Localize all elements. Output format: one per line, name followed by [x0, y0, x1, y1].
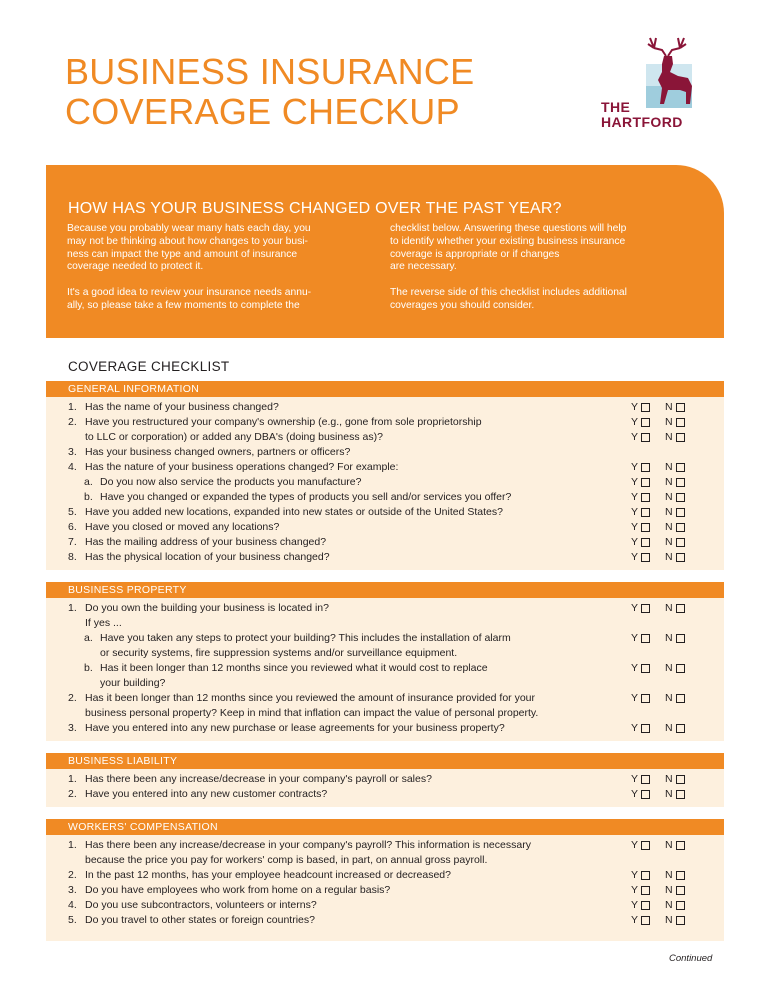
- checklist-item: [46, 691, 724, 706]
- checklist-item: [46, 631, 724, 646]
- no-label: N: [665, 476, 673, 488]
- yes-checkbox[interactable]: [641, 493, 650, 502]
- no-checkbox[interactable]: [676, 790, 685, 799]
- item-number: 4.: [68, 461, 77, 473]
- yes-no-options: [631, 691, 701, 706]
- checklist-item: [46, 430, 724, 445]
- yes-label: Y: [631, 602, 639, 614]
- yes-checkbox[interactable]: [641, 916, 650, 925]
- yes-label: Y: [631, 431, 639, 443]
- no-label: N: [665, 461, 673, 473]
- yes-label: Y: [631, 461, 639, 473]
- yes-no-options: [631, 400, 701, 415]
- no-checkbox[interactable]: [676, 694, 685, 703]
- yes-no-options: [631, 868, 701, 883]
- item-number: 1.: [68, 839, 77, 851]
- checklist-item: [46, 676, 724, 691]
- item-number: 2.: [68, 692, 77, 704]
- yes-label: Y: [631, 914, 639, 926]
- item-text: Has the name of your business changed?: [85, 401, 279, 413]
- section-header: BUSINESS PROPERTY: [46, 582, 724, 598]
- no-checkbox[interactable]: [676, 478, 685, 487]
- item-number: b.: [84, 662, 93, 674]
- banner-left-column: [67, 223, 379, 325]
- item-text: business personal property? Keep in mind that inflation can impact the value of personal property.: [85, 707, 539, 719]
- yes-checkbox[interactable]: [641, 538, 650, 547]
- yes-no-options: [631, 838, 701, 853]
- yes-no-options: [631, 415, 701, 430]
- no-label: N: [665, 401, 673, 413]
- coverage-checklist: [46, 381, 724, 941]
- checklist-item: [46, 706, 724, 721]
- no-label: N: [665, 884, 673, 896]
- item-number: 4.: [68, 899, 77, 911]
- item-text: Have you restructured your company's ownership (e.g., gone from sole proprietorship: [85, 416, 482, 428]
- item-number: 1.: [68, 602, 77, 614]
- no-label: N: [665, 869, 673, 881]
- checklist-item: [46, 520, 724, 535]
- item-text: because the price you pay for workers' comp is based, in part, on annual gross payroll.: [85, 854, 488, 866]
- yes-checkbox[interactable]: [641, 463, 650, 472]
- section-gap: [46, 807, 724, 819]
- yes-label: Y: [631, 899, 639, 911]
- yes-checkbox[interactable]: [641, 553, 650, 562]
- item-text: Has the mailing address of your business changed?: [85, 536, 327, 548]
- no-checkbox[interactable]: [676, 901, 685, 910]
- banner-left-paragraph-1: Because you probably wear many hats each day, you may not be thinking about how changes to your busi- ness can impact the type and amount of insurance coverage needed to protect it.: [67, 223, 311, 273]
- checklist-item: [46, 646, 724, 661]
- brand-name: [601, 100, 683, 130]
- checklist-section: [46, 582, 724, 741]
- yes-no-options: [631, 460, 701, 475]
- yes-label: Y: [631, 692, 639, 704]
- item-text: your building?: [100, 677, 166, 689]
- item-text: Do you own the building your business is located in?: [85, 602, 329, 614]
- yes-no-options: [631, 601, 701, 616]
- yes-checkbox[interactable]: [641, 724, 650, 733]
- yes-label: Y: [631, 869, 639, 881]
- no-label: N: [665, 491, 673, 503]
- yes-checkbox[interactable]: [641, 508, 650, 517]
- item-text: In the past 12 months, has your employee headcount increased or decreased?: [85, 869, 451, 881]
- checklist-item: [46, 550, 724, 565]
- item-number: a.: [84, 632, 93, 644]
- yes-no-options: [631, 631, 701, 646]
- yes-checkbox[interactable]: [641, 634, 650, 643]
- item-number: 6.: [68, 521, 77, 533]
- checklist-item: [46, 460, 724, 475]
- checklist-item: [46, 838, 724, 853]
- yes-checkbox[interactable]: [641, 886, 650, 895]
- item-text: Do you use subcontractors, volunteers or interns?: [85, 899, 317, 911]
- intro-banner: [46, 165, 724, 338]
- checklist-item: [46, 868, 724, 883]
- no-label: N: [665, 602, 673, 614]
- banner-right-paragraph-2: The reverse side of this checklist includes additional coverages you should consider.: [390, 286, 627, 311]
- no-checkbox[interactable]: [676, 871, 685, 880]
- brand-line-2: HARTFORD: [601, 114, 683, 130]
- item-text: or security systems, fire suppression systems and/or surveillance equipment.: [100, 647, 458, 659]
- yes-label: Y: [631, 491, 639, 503]
- checklist-item: [46, 772, 724, 787]
- no-checkbox[interactable]: [676, 775, 685, 784]
- yes-no-options: [631, 535, 701, 550]
- checklist-item: [46, 400, 724, 415]
- no-checkbox[interactable]: [676, 634, 685, 643]
- checklist-section: [46, 819, 724, 933]
- no-checkbox[interactable]: [676, 916, 685, 925]
- item-number: b.: [84, 491, 93, 503]
- no-label: N: [665, 632, 673, 644]
- no-label: N: [665, 773, 673, 785]
- yes-checkbox[interactable]: [641, 901, 650, 910]
- yes-label: Y: [631, 506, 639, 518]
- item-text: Do you travel to other states or foreign countries?: [85, 914, 315, 926]
- yes-no-options: [631, 430, 701, 445]
- checklist-item: [46, 505, 724, 520]
- no-label: N: [665, 551, 673, 563]
- yes-checkbox[interactable]: [641, 694, 650, 703]
- section-header: BUSINESS LIABILITY: [46, 753, 724, 769]
- checklist-item: [46, 490, 724, 505]
- banner-heading: HOW HAS YOUR BUSINESS CHANGED OVER THE PAST YEAR?: [68, 200, 562, 217]
- yes-checkbox[interactable]: [641, 664, 650, 673]
- checklist-title: COVERAGE CHECKLIST: [68, 359, 230, 374]
- no-checkbox[interactable]: [676, 604, 685, 613]
- title-line-2: COVERAGE CHECKUP: [65, 91, 460, 132]
- yes-label: Y: [631, 722, 639, 734]
- no-checkbox[interactable]: [676, 886, 685, 895]
- checklist-item: [46, 445, 724, 460]
- section-body: [46, 835, 724, 933]
- item-number: 1.: [68, 401, 77, 413]
- checklist-item: [46, 913, 724, 928]
- checklist-item: [46, 475, 724, 490]
- yes-checkbox[interactable]: [641, 871, 650, 880]
- no-checkbox[interactable]: [676, 493, 685, 502]
- item-number: 5.: [68, 914, 77, 926]
- item-number: 5.: [68, 506, 77, 518]
- checklist-item: [46, 883, 724, 898]
- section-body: [46, 397, 724, 570]
- checklist-item: [46, 661, 724, 676]
- no-checkbox[interactable]: [676, 463, 685, 472]
- checklist-item: [46, 721, 724, 736]
- checklist-item: [46, 601, 724, 616]
- yes-label: Y: [631, 416, 639, 428]
- item-text: Have you closed or moved any locations?: [85, 521, 280, 533]
- section-body: [46, 598, 724, 741]
- yes-checkbox[interactable]: [641, 790, 650, 799]
- banner-right-paragraph-1: checklist below. Answering these questions will help to identify whether your existing business insurance coverage is appropriate or if changes are necessary.: [390, 223, 627, 273]
- section-body: [46, 769, 724, 807]
- yes-label: Y: [631, 773, 639, 785]
- no-checkbox[interactable]: [676, 523, 685, 532]
- no-label: N: [665, 914, 673, 926]
- item-number: 2.: [68, 788, 77, 800]
- no-label: N: [665, 788, 673, 800]
- no-checkbox[interactable]: [676, 724, 685, 733]
- no-label: N: [665, 506, 673, 518]
- yes-checkbox[interactable]: [641, 775, 650, 784]
- section-header: GENERAL INFORMATION: [46, 381, 724, 397]
- no-label: N: [665, 521, 673, 533]
- item-number: 1.: [68, 773, 77, 785]
- yes-no-options: [631, 661, 701, 676]
- item-number: 7.: [68, 536, 77, 548]
- yes-checkbox[interactable]: [641, 604, 650, 613]
- item-number: 3.: [68, 446, 77, 458]
- banner-right-column: [390, 223, 702, 325]
- no-checkbox[interactable]: [676, 553, 685, 562]
- item-text: Has it been longer than 12 months since you reviewed what it would cost to replace: [100, 662, 488, 674]
- no-label: N: [665, 839, 673, 851]
- yes-no-options: [631, 787, 701, 802]
- yes-label: Y: [631, 662, 639, 674]
- checklist-item: [46, 787, 724, 802]
- yes-no-options: [631, 550, 701, 565]
- yes-no-options: [631, 772, 701, 787]
- item-number: 3.: [68, 884, 77, 896]
- no-label: N: [665, 692, 673, 704]
- yes-label: Y: [631, 551, 639, 563]
- no-checkbox[interactable]: [676, 841, 685, 850]
- checklist-item: [46, 898, 724, 913]
- section-header: WORKERS' COMPENSATION: [46, 819, 724, 835]
- no-label: N: [665, 662, 673, 674]
- continued-label: Continued: [669, 953, 713, 964]
- yes-label: Y: [631, 476, 639, 488]
- item-text: Do you have employees who work from home on a regular basis?: [85, 884, 391, 896]
- item-text: Has your business changed owners, partners or officers?: [85, 446, 351, 458]
- no-label: N: [665, 431, 673, 443]
- checklist-item: [46, 535, 724, 550]
- no-label: N: [665, 536, 673, 548]
- yes-label: Y: [631, 632, 639, 644]
- yes-label: Y: [631, 536, 639, 548]
- checklist-item: [46, 853, 724, 868]
- checklist-section: [46, 753, 724, 807]
- item-number: 2.: [68, 869, 77, 881]
- item-text: Have you entered into any new customer contracts?: [85, 788, 328, 800]
- section-gap: [46, 570, 724, 582]
- yes-label: Y: [631, 884, 639, 896]
- item-text: Have you added new locations, expanded into new states or outside of the United States?: [85, 506, 503, 518]
- yes-checkbox[interactable]: [641, 841, 650, 850]
- item-number: 8.: [68, 551, 77, 563]
- yes-checkbox[interactable]: [641, 523, 650, 532]
- yes-checkbox[interactable]: [641, 418, 650, 427]
- no-checkbox[interactable]: [676, 664, 685, 673]
- no-checkbox[interactable]: [676, 433, 685, 442]
- item-number: a.: [84, 476, 93, 488]
- checklist-item: [46, 415, 724, 430]
- item-text: Has it been longer than 12 months since you reviewed the amount of insurance provided for your: [85, 692, 536, 704]
- yes-no-options: [631, 883, 701, 898]
- hartford-logo: [598, 34, 708, 134]
- yes-label: Y: [631, 788, 639, 800]
- item-number: 3.: [68, 722, 77, 734]
- no-checkbox[interactable]: [676, 403, 685, 412]
- item-text: to LLC or corporation) or added any DBA's (doing business as)?: [85, 431, 383, 443]
- item-text: Have you changed or expanded the types of products you sell and/or services you offer?: [100, 491, 512, 503]
- yes-label: Y: [631, 839, 639, 851]
- yes-no-options: [631, 721, 701, 736]
- yes-no-options: [631, 898, 701, 913]
- yes-checkbox[interactable]: [641, 433, 650, 442]
- document-title: [65, 52, 585, 132]
- banner-left-paragraph-2: It's a good idea to review your insurance needs annu- ally, so please take a few moments to complete the: [67, 286, 312, 311]
- no-checkbox[interactable]: [676, 508, 685, 517]
- section-gap: [46, 741, 724, 753]
- no-label: N: [665, 722, 673, 734]
- yes-no-options: [631, 475, 701, 490]
- checklist-section: [46, 381, 724, 570]
- yes-no-options: [631, 505, 701, 520]
- item-number: 2.: [68, 416, 77, 428]
- item-text: Have you taken any steps to protect your building? This includes the installation of alarm: [100, 632, 511, 644]
- item-text: If yes ...: [85, 617, 122, 629]
- yes-checkbox[interactable]: [641, 478, 650, 487]
- item-text: Has there been any increase/decrease in your company's payroll or sales?: [85, 773, 432, 785]
- yes-no-options: [631, 913, 701, 928]
- no-checkbox[interactable]: [676, 538, 685, 547]
- no-label: N: [665, 899, 673, 911]
- no-label: N: [665, 416, 673, 428]
- item-text: Has the nature of your business operations changed? For example:: [85, 461, 399, 473]
- title-line-1: BUSINESS INSURANCE: [65, 51, 475, 92]
- yes-label: Y: [631, 401, 639, 413]
- brand-line-1: THE: [601, 99, 631, 115]
- yes-checkbox[interactable]: [641, 403, 650, 412]
- item-text: Do you now also service the products you manufacture?: [100, 476, 362, 488]
- item-text: Have you entered into any new purchase or lease agreements for your business property?: [85, 722, 505, 734]
- no-checkbox[interactable]: [676, 418, 685, 427]
- yes-no-options: [631, 490, 701, 505]
- item-text: Has there been any increase/decrease in your company's payroll? This information is necessary: [85, 839, 531, 851]
- yes-label: Y: [631, 521, 639, 533]
- checklist-item: [46, 616, 724, 631]
- yes-no-options: [631, 520, 701, 535]
- item-text: Has the physical location of your business changed?: [85, 551, 330, 563]
